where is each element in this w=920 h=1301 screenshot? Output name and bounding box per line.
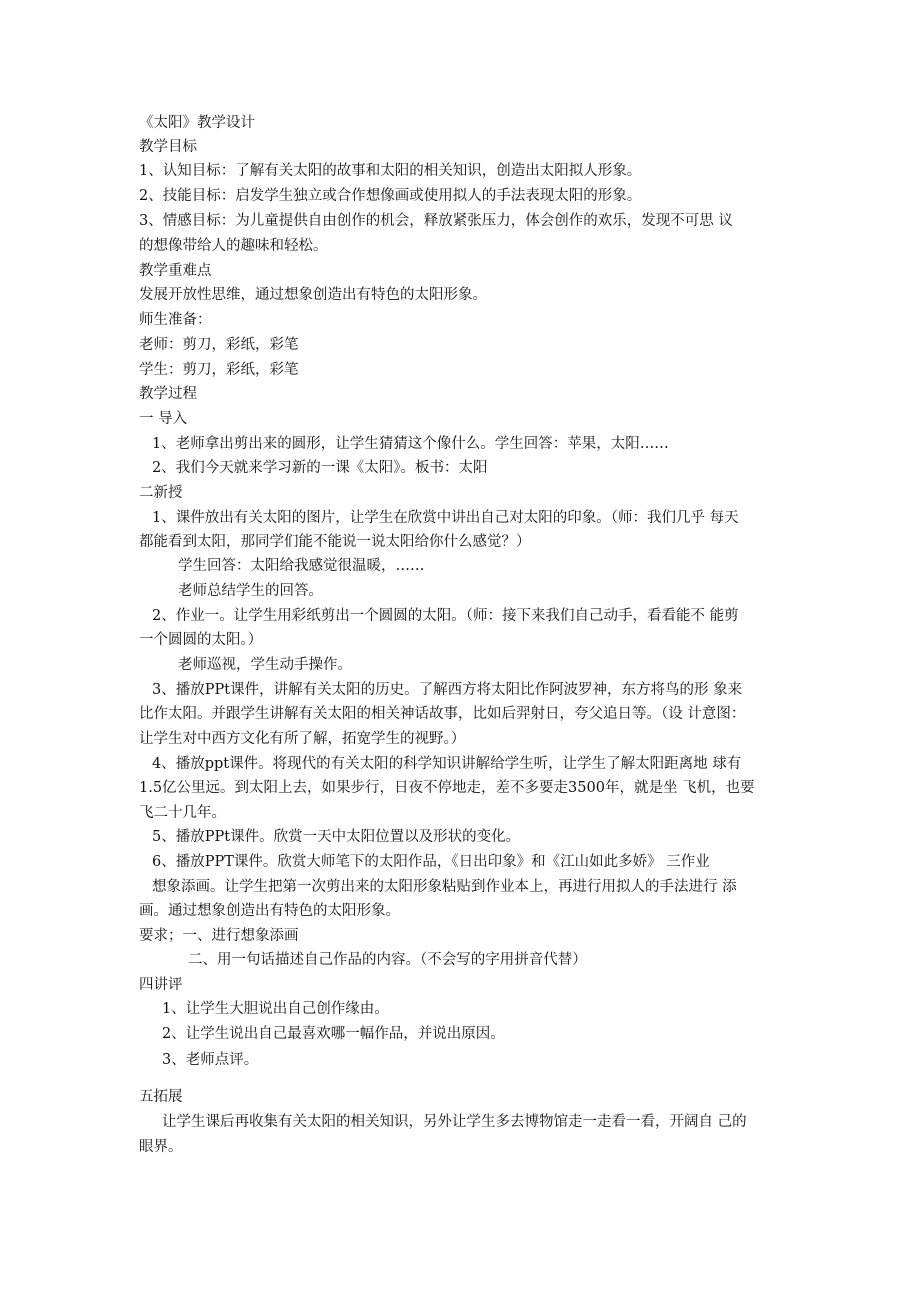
text-line: 学生：剪刀，彩纸，彩笔 [139, 362, 299, 378]
text-line: 学生回答：太阳给我感觉很温暖，…… [178, 558, 425, 574]
text-line: 2、技能目标：启发学生独立或合作想像画或使用拟人的手法表现太阳的形象。 [139, 188, 642, 204]
text-line: 一个圆圆的太阳。） [139, 632, 263, 648]
section-heading: 五拓展 [139, 1089, 183, 1105]
section-heading: 二新授 [139, 485, 183, 501]
text-line: 3、老师点评。 [162, 1052, 259, 1068]
text-line: 1、课件放出有关太阳的图片，让学生在欣赏中讲出自己对太阳的印象。（师：我们几乎 每天 [152, 510, 739, 526]
text-line: 1、让学生大胆说出自己创作缘由。 [162, 1001, 389, 1017]
text-line: 想象添画。让学生把第一次剪出来的太阳形象粘贴到作业本上，再进行用拟人的手法进行 添 [152, 879, 737, 895]
text-line: 比作太阳。并跟学生讲解有关太阳的相关神话故事，比如后羿射日，夸父追日等。（设 计意图： [139, 706, 746, 722]
section-heading: 师生准备： [139, 312, 212, 328]
text-line: 1、认知目标：了解有关太阳的故事和太阳的相关知识，创造出太阳拟人形象。 [139, 163, 642, 179]
text-line: 3、情感目标：为儿童提供自由创作的机会，释放紧张压力，体会创作的欢乐，发现不可思 议 [139, 213, 733, 229]
text-line: 4、播放ppt课件。将现代的有关太阳的科学知识讲解给学生听，让学生了解太阳距离地 球有 [152, 756, 742, 772]
text-line: 画。通过想象创造出有特色的太阳形象。 [139, 903, 400, 919]
text-line: 要求；一、进行想象添画 [139, 928, 299, 944]
text-line: 让学生对中西方文化有所了解，拓宽学生的视野。） [139, 731, 466, 747]
text-line: 2、我们今天就来学习新的一课《太阳》。板书：太阳 [152, 460, 488, 476]
section-heading: 四讲评 [139, 977, 183, 993]
text-line: 眼界。 [139, 1139, 183, 1155]
text-line: 二、用一句话描述自己作品的内容。（不会写的字用拼音代替） [188, 952, 587, 968]
text-line: 发展开放性思维，通过想象创造出有特色的太阳形象。 [139, 287, 487, 303]
text-line: 老师总结学生的回答。 [178, 583, 323, 599]
text-line: 老师：剪刀，彩纸，彩笔 [139, 337, 299, 353]
text-line: 都能看到太阳，那同学们能不能说一说太阳给你什么感觉？） [139, 534, 531, 550]
text-line: 5、播放PPt课件。欣赏一天中太阳位置以及形状的变化。 [152, 829, 521, 845]
section-heading: 教学过程 [139, 386, 197, 402]
section-heading: 教学重难点 [139, 263, 212, 279]
text-line: 1、老师拿出剪出来的圆形，让学生猜猜这个像什么。学生回答：苹果，太阳…… [152, 436, 669, 452]
text-line: 6、播放PPT课件。欣赏大师笔下的太阳作品，《日出印象》和《江山如此多娇》 三作业 [152, 854, 710, 870]
section-heading: 教学目标 [139, 139, 197, 155]
text-line: 飞二十几年。 [139, 805, 226, 821]
text-line: 3、播放PPt课件，讲解有关太阳的历史。了解西方将太阳比作阿波罗神，东方将鸟的形 象来 [152, 682, 743, 698]
doc-title: 《太阳》教学设计 [139, 115, 255, 131]
section-heading: 一 导入 [139, 411, 188, 427]
text-line: 让学生课后再收集有关太阳的相关知识，另外让学生多去博物馆走一走看一看，开阔自 己的 [162, 1114, 747, 1130]
text-line: 老师巡视，学生动手操作。 [178, 657, 352, 673]
text-line: 的想像带给人的趣味和轻松。 [139, 238, 328, 254]
text-line: 1.5亿公里远。到太阳上去，如果步行，日夜不停地走，差不多要走3500年，就是坐 飞机，也要 [139, 780, 755, 796]
text-line: 2、作业一。让学生用彩纸剪出一个圆圆的太阳。（师：接下来我们自己动手，看看能不 能剪 [152, 608, 739, 624]
text-line: 2、让学生说出自己最喜欢哪一幅作品，并说出原因。 [162, 1026, 505, 1042]
